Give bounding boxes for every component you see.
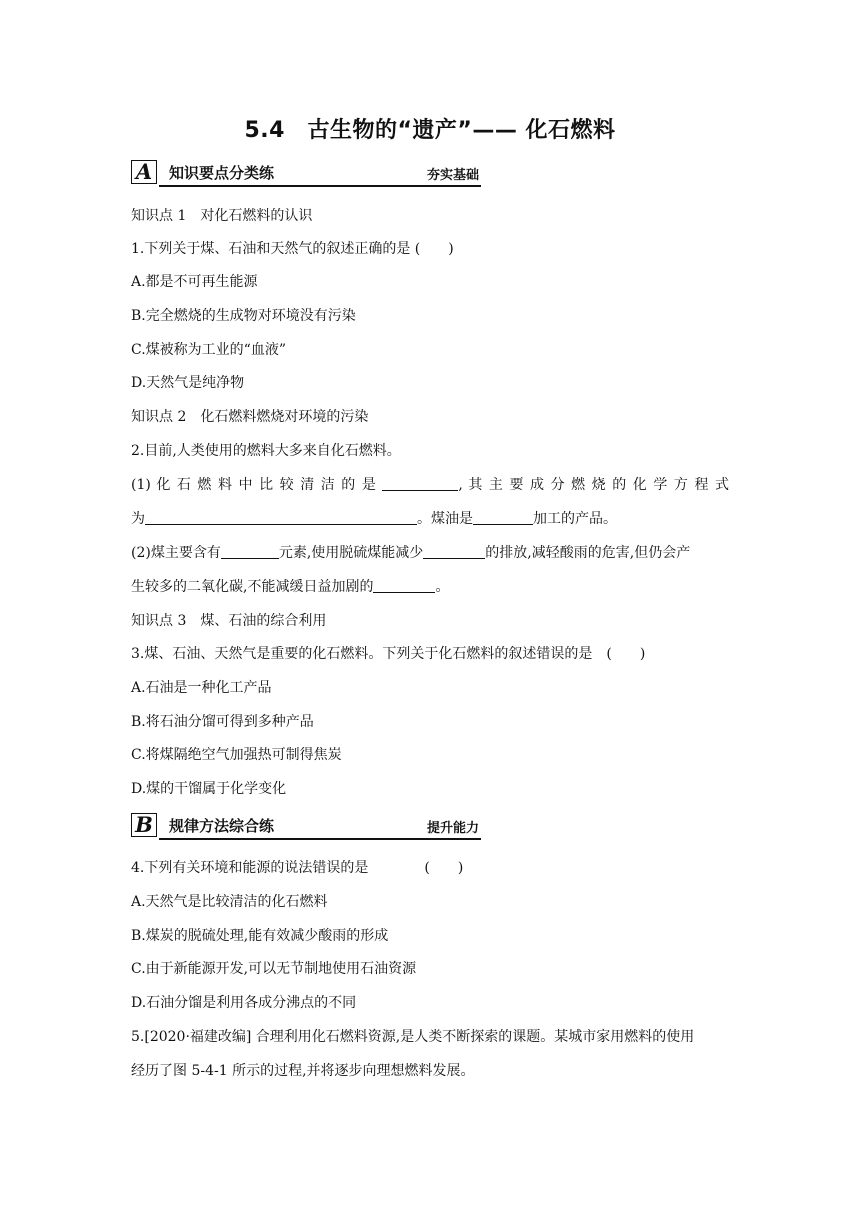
q2-p2-text-a: (2)煤主要含有 <box>131 545 221 561</box>
q1-option-a: A.都是不可再生能源 <box>131 274 258 290</box>
knowledge-point-2: 知识点 2 化石燃料燃烧对环境的污染 <box>131 409 369 425</box>
q5-line-1: 5.[2020·福建改编] 合理利用化石燃料资源,是人类不断探索的课题。某城市家用燃料的使用 <box>131 1029 695 1045</box>
q2-p1-text-b: , 其 主 要 成 分 燃 烧 的 化 学 方 程 式 <box>458 477 729 493</box>
section-a-name: 知识要点分类练 <box>169 164 275 182</box>
q3-option-a: A.石油是一种化工产品 <box>131 680 272 696</box>
section-b-banner <box>131 813 481 841</box>
q1-option-b: B.完全燃烧的生成物对环境没有污染 <box>131 308 356 324</box>
q2-blank-4[interactable] <box>221 544 279 559</box>
section-b-rule <box>159 838 481 840</box>
page-title: 5.4 古生物的“遗产”—— 化石燃料 <box>244 118 616 143</box>
q2-p2-text-d: 生较多的二氧化碳,不能减缓日益加剧的 <box>131 579 374 595</box>
q2-p1-text-d: 。煤油是 <box>417 511 473 527</box>
q2-part1-line2 <box>131 508 617 528</box>
q2-blank-2[interactable] <box>145 510 417 525</box>
q4-stem: 4.下列有关环境和能源的说法错误的是 ( ) <box>131 860 464 876</box>
q2-blank-3[interactable] <box>473 510 533 525</box>
section-a-rule <box>159 185 481 187</box>
q2-p1-text-c: 为 <box>131 511 145 527</box>
section-b-tag: 提升能力 <box>426 821 479 836</box>
knowledge-point-1: 知识点 1 对化石燃料的认识 <box>131 208 313 224</box>
q1-option-c: C.煤被称为工业的“血液” <box>131 342 286 358</box>
q4-option-d: D.石油分馏是利用各成分沸点的不同 <box>131 995 357 1011</box>
q1-option-d: D.天然气是纯净物 <box>131 375 245 391</box>
knowledge-point-3: 知识点 3 煤、石油的综合利用 <box>131 613 327 629</box>
section-b-name: 规律方法综合练 <box>169 817 275 835</box>
q2-part2-line1 <box>131 542 690 562</box>
q3-stem: 3.煤、石油、天然气是重要的化石燃料。下列关于化石燃料的叙述错误的是 ( ) <box>131 646 646 662</box>
q2-p2-text-b: 元素,使用脱硫煤能减少 <box>278 545 424 561</box>
q4-option-a: A.天然气是比较清洁的化石燃料 <box>131 894 328 910</box>
q1-stem: 1.下列关于煤、石油和天然气的叙述正确的是 ( ) <box>131 241 454 257</box>
section-b-badge: B <box>131 813 157 837</box>
q5-line-2: 经历了图 5-4-1 所示的过程,并将逐步向理想燃料发展。 <box>131 1063 475 1079</box>
q2-blank-5[interactable] <box>423 544 485 559</box>
q2-stem: 2.目前,人类使用的燃料大多来自化石燃料。 <box>131 443 401 459</box>
q2-p1-text-e: 加工的产品。 <box>533 511 617 527</box>
q2-p2-text-c: 的排放,减轻酸雨的危害,但仍会产 <box>485 545 691 561</box>
q2-blank-1[interactable] <box>382 476 458 491</box>
q3-option-b: B.将石油分馏可得到多种产品 <box>131 714 314 730</box>
q4-option-c: C.由于新能源开发,可以无节制地使用石油资源 <box>131 961 417 977</box>
section-a-badge: A <box>131 160 157 184</box>
q3-option-d: D.煤的干馏属于化学变化 <box>131 781 287 797</box>
q2-part2-line2 <box>131 576 449 596</box>
section-a-banner <box>131 160 481 188</box>
q2-p1-text-a: (1) 化 石 燃 料 中 比 较 清 洁 的 是 <box>131 477 377 493</box>
q3-option-c: C.将煤隔绝空气加强热可制得焦炭 <box>131 747 342 763</box>
section-a-tag: 夯实基础 <box>426 168 479 183</box>
q4-option-b: B.煤炭的脱硫处理,能有效减少酸雨的形成 <box>131 928 389 944</box>
q2-blank-6[interactable] <box>373 578 435 593</box>
q2-p2-text-e: 。 <box>435 579 450 595</box>
q2-part1-line1 <box>131 474 729 494</box>
